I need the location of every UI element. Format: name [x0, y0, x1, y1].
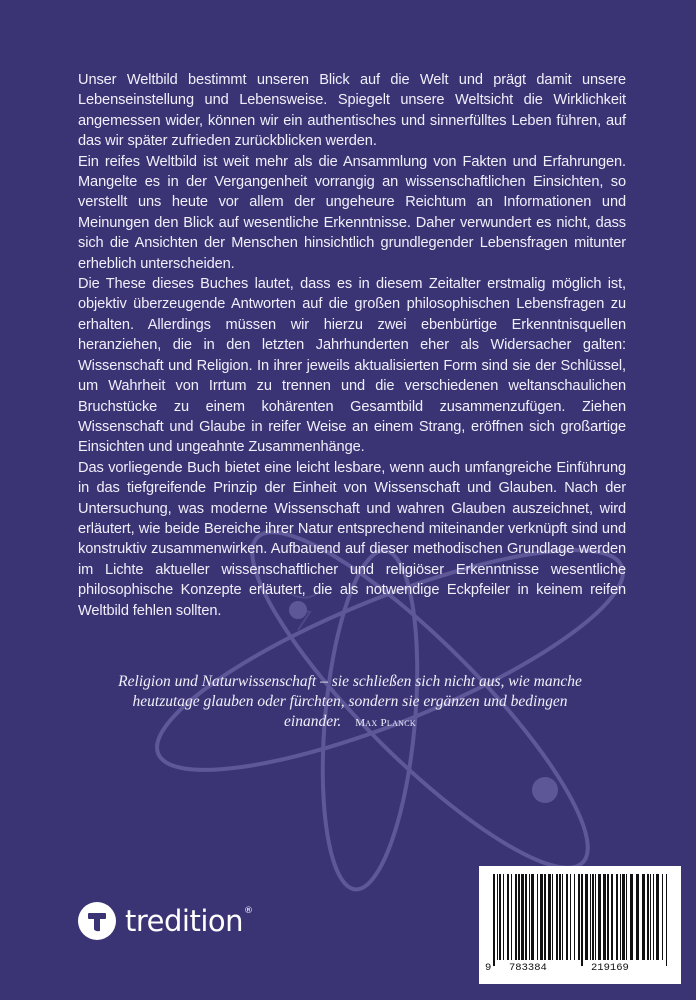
tredition-logo-icon — [78, 902, 116, 940]
quote-author: Max Planck — [355, 717, 416, 729]
quote-text: Religion und Naturwissenschaft – sie schließen sich nicht aus, wie manche heutzutage glauben oder fürchten, sondern sie ergänzen und bedingen einander. — [118, 673, 582, 730]
registered-mark: ® — [244, 906, 253, 916]
publisher-name: tredition® — [125, 904, 253, 938]
barcode-digit-group-1: 9 — [485, 962, 492, 974]
isbn-barcode — [479, 866, 681, 984]
publisher-logo — [78, 895, 253, 947]
barcode-digit-group-3: 219169 — [591, 962, 629, 974]
barcode-digits — [479, 962, 681, 978]
back-cover-blurb — [78, 70, 626, 621]
barcode-bars — [479, 866, 681, 966]
blurb-paragraph-4: Das vorliegende Buch bietet eine leicht lesbare, wenn auch umfangreiche Einführung in das tiefgreifende Prinzip der Einheit von Wissenschaft und Glauben. Nach der Untersuchung, was moderne Wissenschaft und wahren Glauben auszeichnet, wird erläutert, wie beide Bereiche ihrer Natur entsprechend miteinander verknüpft sind und konstruktiv zusammenwirken. Aufbauend auf dieser methodischen Grundlage werden im Lichte aktueller wissenschaftlicher und religiöser Erkenntnisse wesentliche philosophische Konzepte erläutert, die als notwendige Eckpfeiler in keinem reifen Weltbild fehlen sollten. — [78, 459, 626, 619]
barcode-digit-group-2: 783384 — [509, 962, 547, 974]
planck-quote — [110, 672, 590, 733]
blurb-paragraph-1: Unser Weltbild bestimmt unseren Blick auf die Welt und prägt damit unsere Lebenseinstellung und Lebensweise. Spiegelt unsere Weltsicht die Wirklichkeit angemessen wider, können wir ein authentisches und sinnerfülltes Leben führen, auf das wir später zufrieden zurückblicken werden. — [78, 72, 626, 150]
blurb-paragraph-3: Die These dieses Buches lautet, dass es in diesem Zeitalter erstmalig möglich ist, objektiv überzeugende Antworten auf die großen philosophischen Lebensfragen zu erhalten. Allerdings müssen wir hierzu zwei ebenbürtige Erkenntnisquellen heranziehen, die in den letzten Jahrhunderten eher als Widersacher galten: Wissenschaft und Religion. In ihrer jeweils aktualisierten Form sind sie der Schlüssel, um Wahrheit von Irrtum zu trennen und die verschiedenen weltanschaulichen Bruchstücke zu einem kohärenten Gesamtbild zusammenzufügen. Ziehen Wissenschaft und Glaube in reifer Weise an einem Strang, eröffnen sich großartige Einsichten und ungeahnte Zusammenhänge. — [78, 276, 626, 456]
blurb-paragraph-2: Ein reifes Weltbild ist weit mehr als die Ansammlung von Fakten und Erfahrungen. Mangelte es in der Vergangenheit vorrangig an wissenschaftlichen Einsichten, so verstellt uns heute vor allem der ungeheure Reichtum an Informationen und Meinungen den Blick auf wesentliche Erkenntnisse. Daher verwundert es nicht, dass sich die Ansichten der Menschen hinsichtlich grundlegender Lebensfragen mitunter erheblich unterscheiden. — [78, 153, 626, 272]
